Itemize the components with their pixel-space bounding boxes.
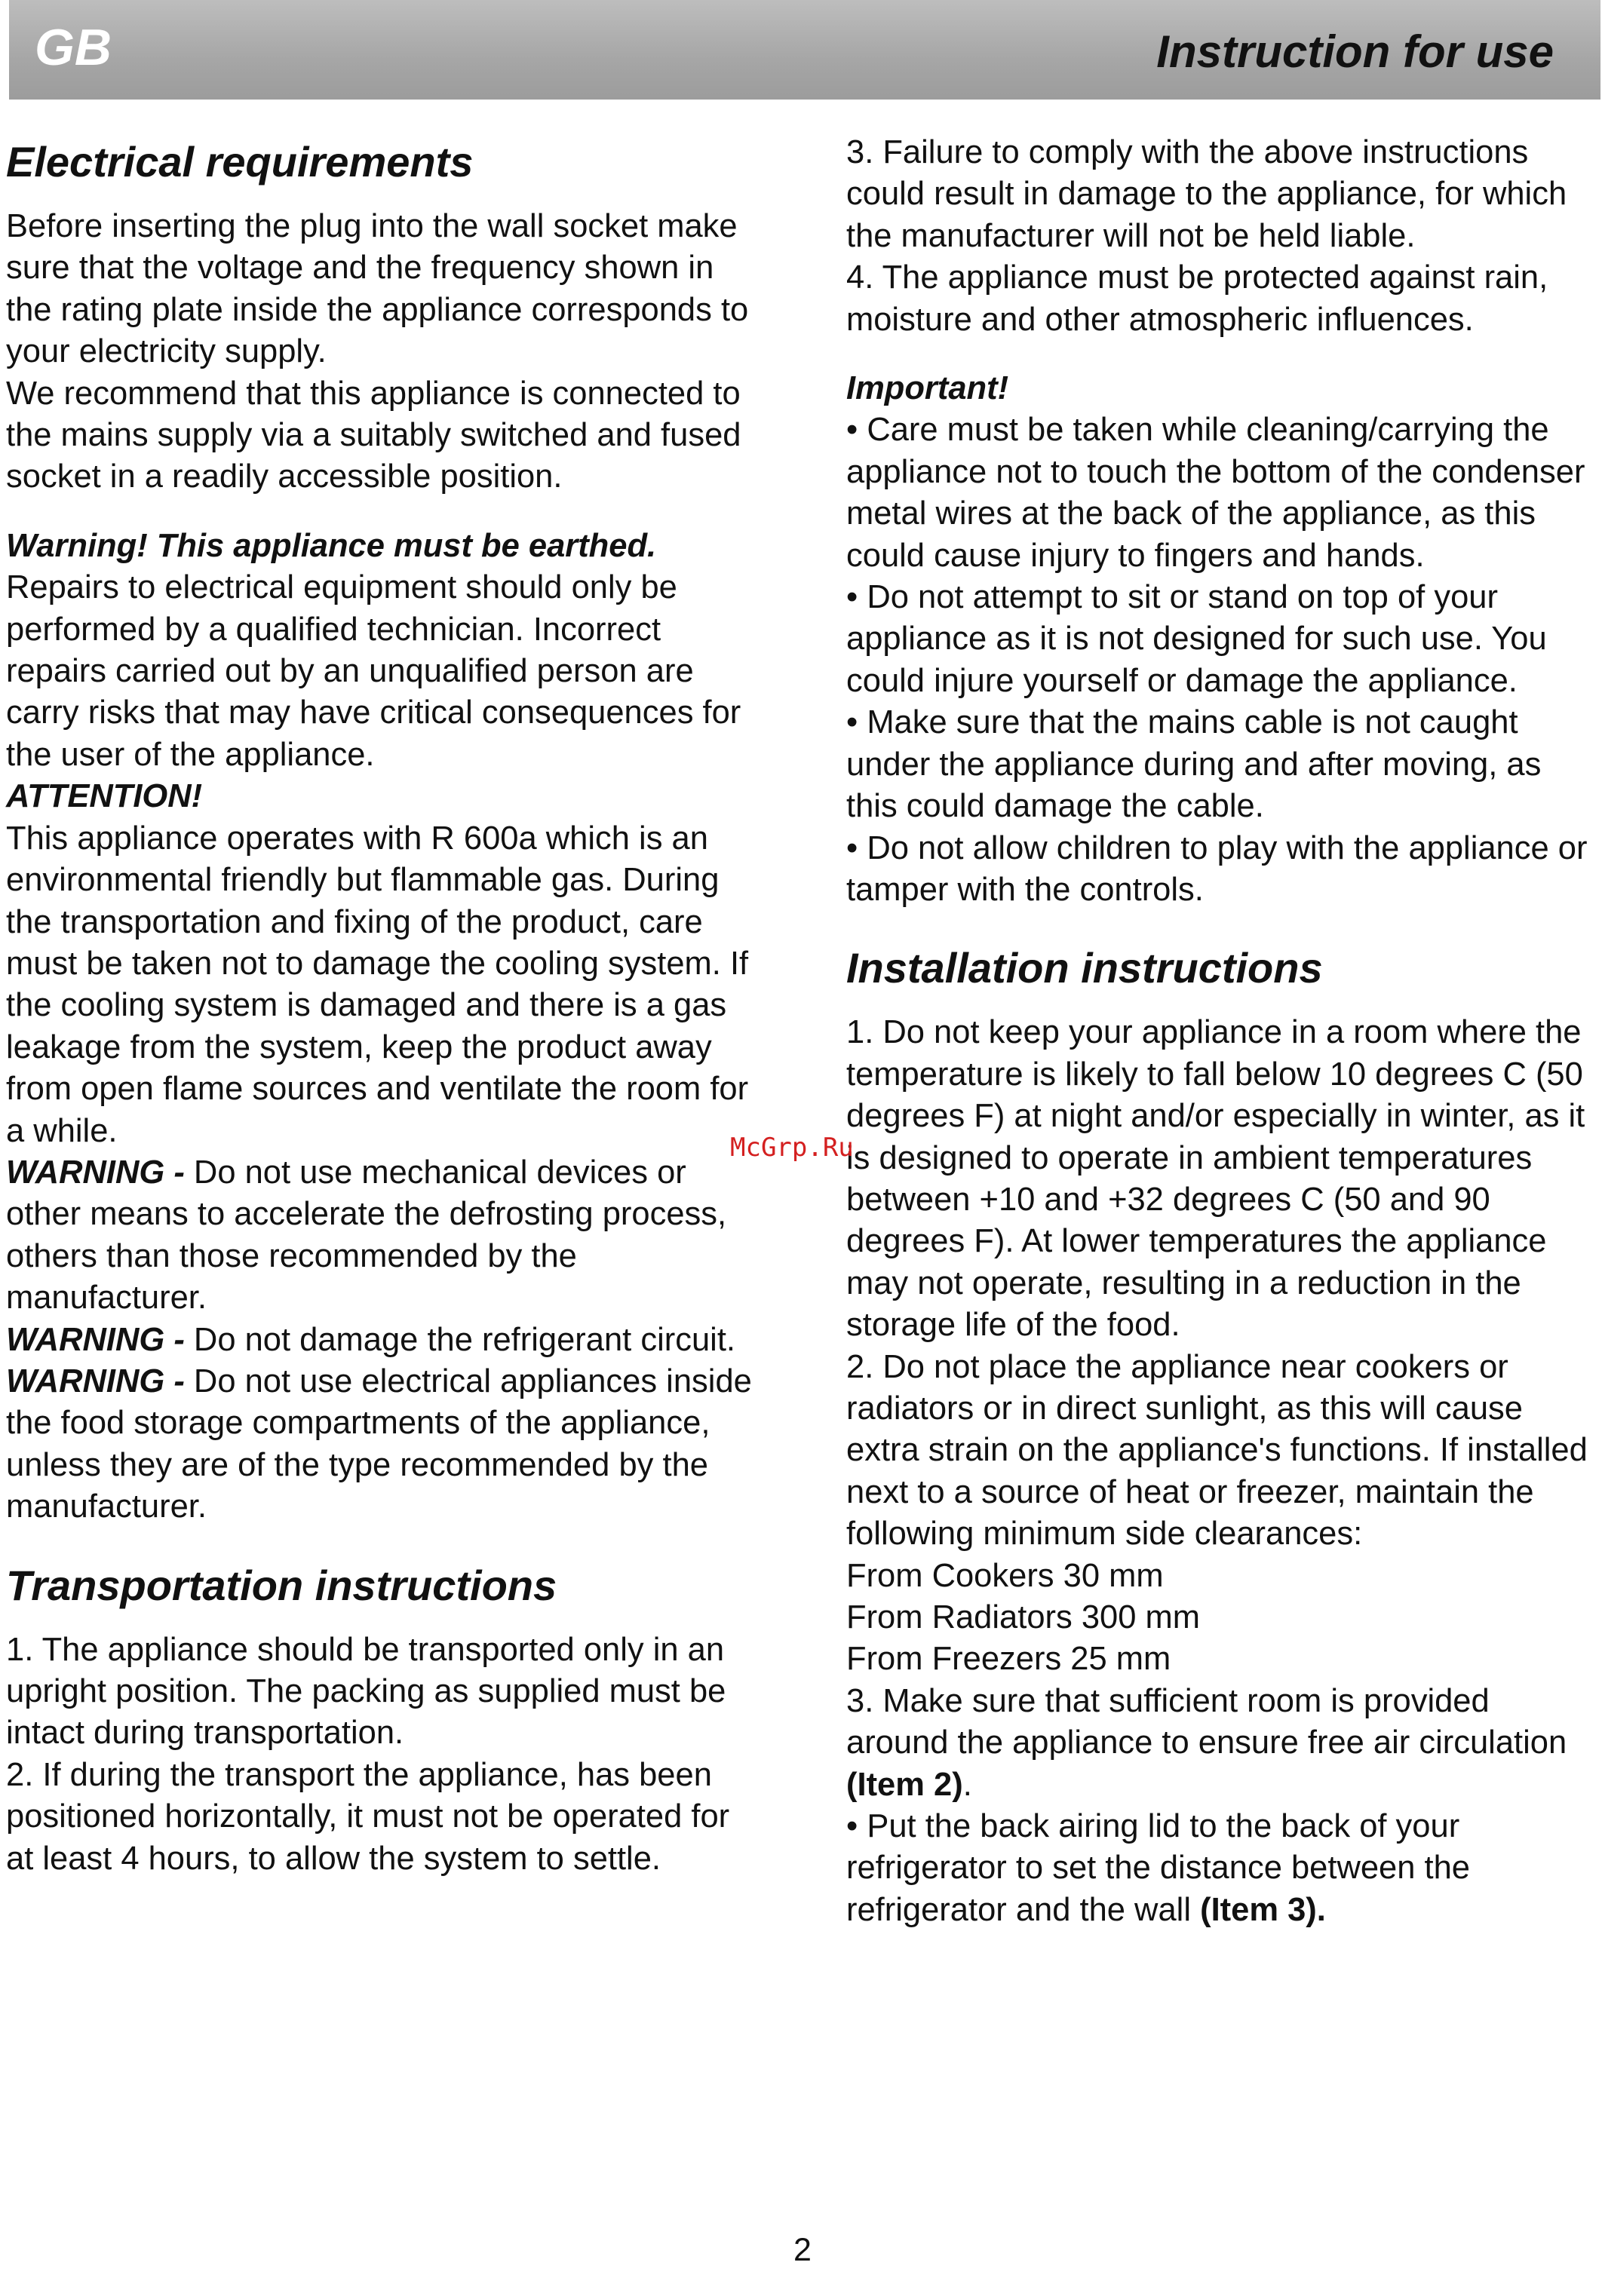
page-number: 2 xyxy=(793,2232,812,2268)
item-3-reference: (Item 3). xyxy=(1200,1891,1326,1928)
installation-item-4 xyxy=(846,1806,1600,1931)
important-bullet: • Do not attempt to sit or stand on top of your appliance as it is not designed for such use. You could injure yourself or damage the appliance. xyxy=(846,579,1547,699)
warning-item xyxy=(6,1320,760,1361)
warning-text: Do not use mechanical devices or other means to accelerate the defrosting process, others than those recommended by the manufacturer. xyxy=(6,1154,727,1317)
transport-item: 4. The appliance must be protected against rain, moisture and other atmospheric influences. xyxy=(846,259,1548,338)
right-column xyxy=(846,132,1600,1931)
warning-label: WARNING - xyxy=(6,1154,194,1191)
installation-heading: Installation instructions xyxy=(846,944,1323,992)
important-bullet: • Make sure that the mains cable is not caught under the appliance during and after moving, as this could damage the cable. xyxy=(846,704,1542,825)
installation-item-3-end: . xyxy=(962,1766,972,1803)
earthed-warning: Warning! This appliance must be earthed. xyxy=(6,527,657,564)
electrical-para-1: Before inserting the plug into the wall socket make sure that the voltage and the frequency shown in the rating plate inside the appliance corresponds to your electricity supply. xyxy=(6,208,749,370)
transport-item: 2. If during the transport the appliance, has been positioned horizontally, it must not be operated for at least 4 hours, to allow the system to settle. xyxy=(6,1756,730,1877)
transport-item: 1. The appliance should be transported only in an upright position. The packing as supplied must be intact during transportation. xyxy=(6,1631,726,1752)
transport-item: 3. Failure to comply with the above instructions could result in damage to the appliance, for which the manufacturer will not be held liable. xyxy=(846,134,1567,254)
installation-item-4-text: • Put the back airing lid to the back of your refrigerator to set the distance between the refrigerator and the wall xyxy=(846,1808,1470,1928)
page-header xyxy=(9,0,1600,100)
important-bullet: • Care must be taken while cleaning/carrying the appliance not to touch the bottom of the condenser metal wires at the back of the appliance, as this could cause injury to fingers and hands. xyxy=(846,412,1585,574)
electrical-para-2: We recommend that this appliance is connected to the mains supply via a suitably switched and fused socket in a readily accessible position. xyxy=(6,375,741,495)
important-bullet: • Do not allow children to play with the appliance or tamper with the controls. xyxy=(846,829,1588,908)
installation-item-2: 2. Do not place the appliance near cookers or radiators or in direct sunlight, as this will cause extra strain on the appliance's functions. If installed next to a source of heat or freezer, maintain the following minimum side clearances: xyxy=(846,1348,1588,1553)
watermark-text: McGrp.Ru xyxy=(730,1133,854,1163)
left-column xyxy=(6,132,760,1880)
repairs-text: Repairs to electrical equipment should only be performed by a qualified technician. Incorrect repairs carried out by an unqualified person are carry risks that may have critical consequences for the user of the appliance. xyxy=(6,569,741,773)
transport-heading: Transportation instructions xyxy=(6,1561,557,1609)
clearance-item: From Cookers 30 mm xyxy=(846,1557,1164,1594)
warning-item xyxy=(6,1361,760,1528)
clearance-item: From Freezers 25 mm xyxy=(846,1641,1171,1678)
important-label: Important! xyxy=(846,370,1009,407)
language-code: GB xyxy=(35,19,112,76)
warning-text: Do not damage the refrigerant circuit. xyxy=(193,1321,736,1358)
installation-item-1: 1. Do not keep your appliance in a room where the temperature is likely to fall below 10 degrees C (50 degrees F) at night and/or especially in winter, as it is designed to operate in ambient temperatures between +10 and +32 degrees C (50 and 90 degrees F). At lower temperatures the appliance may not operate, resulting in a reduction in the storage life of the food. xyxy=(846,1014,1585,1344)
installation-item-3 xyxy=(846,1681,1600,1806)
item-2-reference: (Item 2) xyxy=(846,1766,963,1803)
header-title: Instruction for use xyxy=(1156,26,1554,77)
warning-item xyxy=(6,1152,760,1320)
clearance-item: From Radiators 300 mm xyxy=(846,1599,1200,1635)
attention-text: This appliance operates with R 600a which is an environmental friendly but flammable gas. During the transportation and fixing of the product, care must be taken not to damage the cooling system. If the cooling system is damaged and there is a gas leakage from the system, keep the product away from open flame sources and ventilate the room for a while. xyxy=(6,820,749,1149)
warning-label: WARNING - xyxy=(6,1363,194,1399)
warning-text: Do not use electrical appliances inside the food storage compartments of the appliance, unless they are of the type recommended by the manufacturer. xyxy=(6,1363,752,1525)
warning-label: WARNING - xyxy=(6,1321,194,1358)
electrical-heading: Electrical requirements xyxy=(6,138,474,185)
attention-label: ATTENTION! xyxy=(6,778,203,815)
installation-item-3-text: 3. Make sure that sufficient room is provided around the appliance to ensure free air circulation xyxy=(846,1682,1567,1761)
